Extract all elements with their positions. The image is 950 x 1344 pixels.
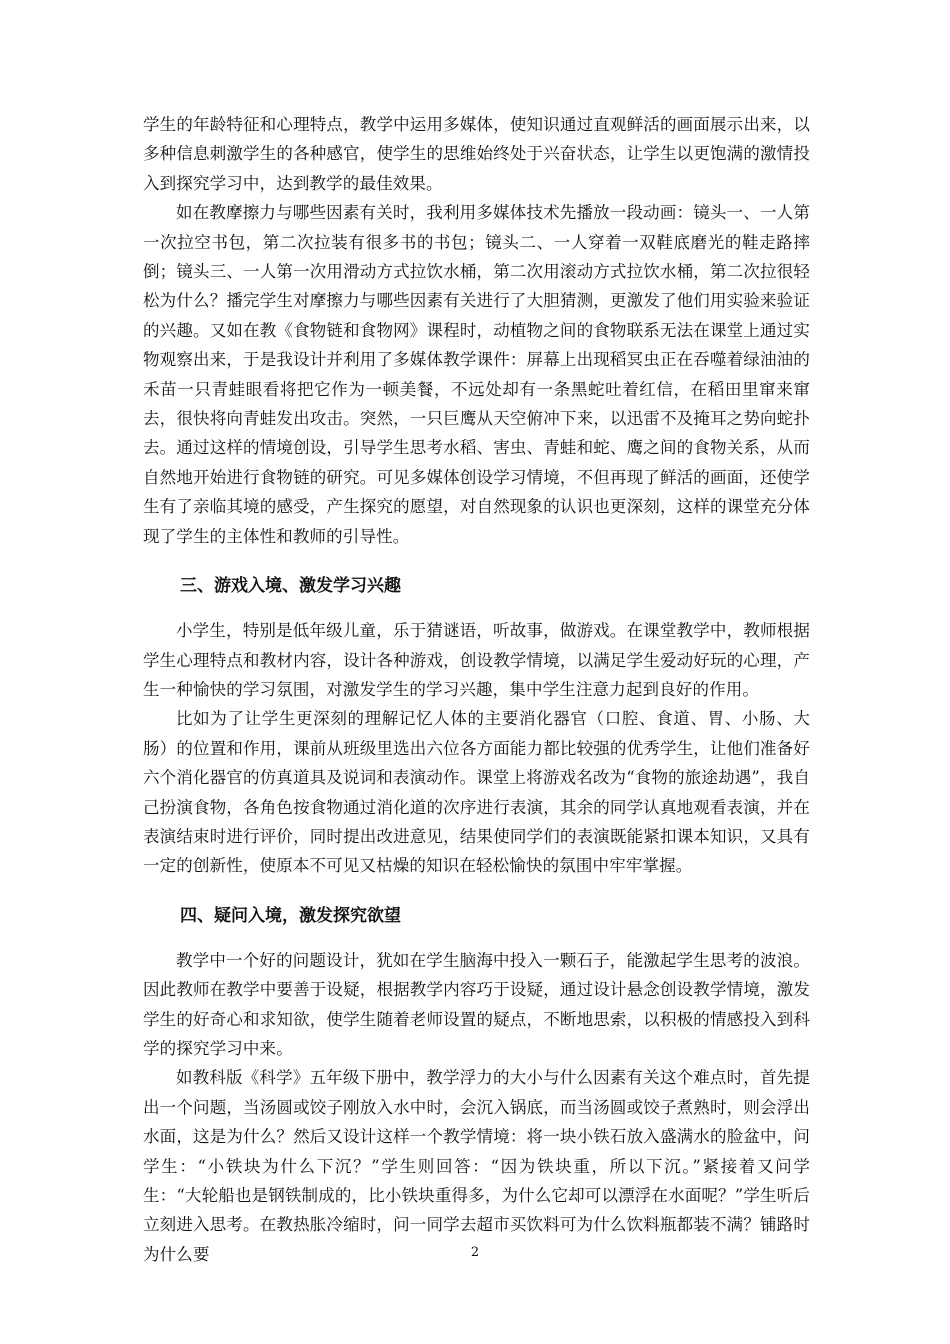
section-heading-questions: 四、疑问入境，激发探究欲望 (180, 905, 401, 926)
paragraph-friction-example: 如在教摩擦力与哪些因素有关时，我利用多媒体技术先播放一段动画：镜头一、一人第一次拉空书包，第二次拉装有很多书的书包；镜头二、一人穿着一双鞋底磨光的鞋走路摔倒；镜头三、一人第一次用滑动方式拉饮水桶，第二次用滚动方式拉饮水桶，第二次拉很轻松为什么？播完学生对摩擦力与哪些因素有关进行了大胆猜测，更激发了他们用实验来验证的兴趣。又如在教《食物链和食物网》课程时，动植物之间的食物联系无法在课堂上通过实物观察出来，于是我设计并利用了多媒体教学课件：屏幕上出现稻冥虫正在吞噬着绿油油的禾苗一只青蛙眼看将把它作为一顿美餐，不远处却有一条黑蛇吐着红信，在稻田里窜来窜去，很快将向青蛙发出攻击。突然，一只巨鹰从天空俯冲下来，以迅雷不及掩耳之势向蛇扑去。通过这样的情境创设，引导学生思考水稻、害虫、青蛙和蛇、鹰之间的食物关系，从而自然地开始进行食物链的研究。可见多媒体创设学习情境，不但再现了鲜活的画面，还使学生有了亲临其境的感受，产生探究的愿望，对自然现象的认识也更深刻，这样的课堂充分体现了学生的主体性和教师的引导性。 (143, 203, 810, 546)
section-heading-games: 三、游戏入境、激发学习兴趣 (180, 576, 401, 597)
paragraph-buoyancy-example: 如教科版《科学》五年级下册中，教学浮力的大小与什么因素有关这个难点时，首先提出一个问题，当汤圆或饺子刚放入水中时，会沉入锅底，而当汤圆或饺子煮熟时，则会浮出水面，这是为什么？然后又设计这样一个教学情境：将一块小铁石放入盛满水的脸盆中，问学生：“小铁块为什么下沉？”学生则回答：“因为铁块重，所以下沉。”紧接着又问学生：“大轮船也是钢铁制成的，比小铁块重得多，为什么它却可以漂浮在水面呢？”学生听后立刻进入思考。在教热胀冷缩时，问一同学去超市买饮料可为什么饮料瓶都装不满？铺路时为什么要 (143, 1068, 810, 1264)
page-number: 2 (470, 1245, 480, 1260)
paragraph-games-intro: 小学生，特别是低年级儿童，乐于猜谜语，听故事，做游戏。在课堂教学中，教师根据学生心理特点和教材内容，设计各种游戏，创设教学情境，以满足学生爱动好玩的心理，产生一种愉快的学习氛围，对激发学生的学习兴趣，集中学生注意力起到良好的作用。 (143, 621, 810, 699)
paragraph-questions-intro: 教学中一个好的问题设计，犹如在学生脑海中投入一颗石子，能激起学生思考的波浪。因此教师在教学中要善于设疑，根据教学内容巧于设疑，通过设计悬念创设教学情境，激发学生的好奇心和求知欲，使学生随着老师设置的疑点，不断地思索，以积极的情感投入到科学的探究学习中来。 (143, 950, 810, 1058)
paragraph-intro-continuation: 学生的年龄特征和心理特点，教学中运用多媒体，使知识通过直观鲜活的画面展示出来，以多种信息刺激学生的各种感官，使学生的思维始终处于兴奋状态，让学生以更饱满的激情投入到探究学习中，达到教学的最佳效果。 (143, 115, 810, 193)
paragraph-digestion-example: 比如为了让学生更深刻的理解记忆人体的主要消化器官（口腔、食道、胃、小肠、大肠）的位置和作用，课前从班级里选出六位各方面能力都比较强的优秀学生，让他们准备好六个消化器官的仿真道具及说词和表演动作。课堂上将游戏名改为“食物的旅途劫遇”，我自己扮演食物，各角色按食物通过消化道的次序进行表演，其余的同学认真地观看表演，并在表演结束时进行评价，同时提出改进意见，结果使同学们的表演既能紧扣课本知识，又具有一定的创新性，使原本不可见又枯燥的知识在轻松愉快的氛围中牢牢掌握。 (143, 709, 810, 876)
document-page (143, 110, 810, 1269)
